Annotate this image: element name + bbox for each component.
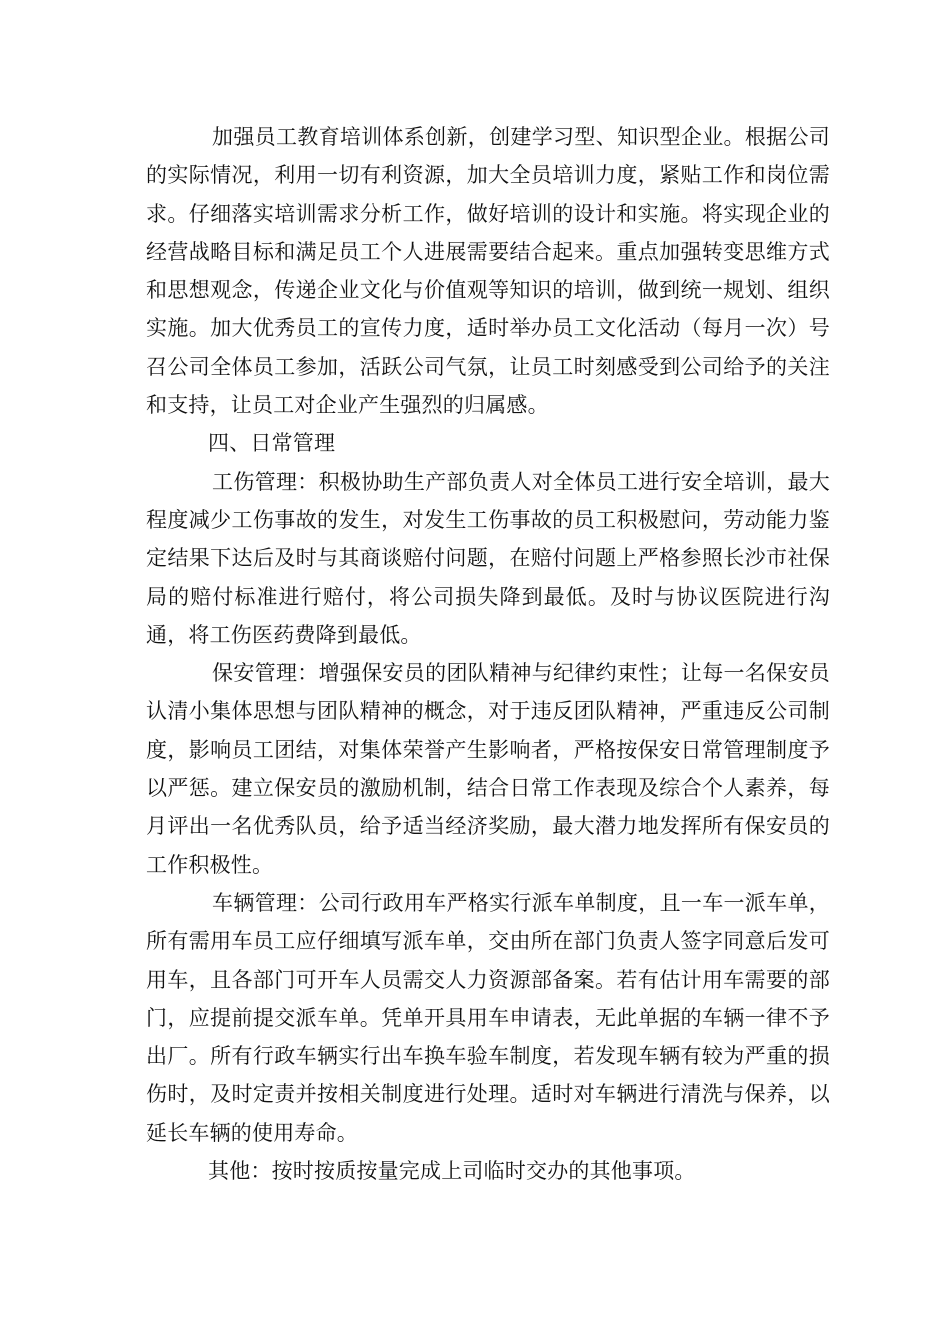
- paragraph-vehicle: 车辆管理：公司行政用车严格实行派车单制度，且一车一派车单，所有需用车员工应仔细填写派车单，交由所在部门负责人签字同意后发可用车，且各部门可开车人员需交人力资源部备案。若有估计用车需要的部门，应提前提交派车单。凭单开具用车申请表，无此单据的车辆一律不予出厂。所有行政车辆实行出车换车验车制度，若发现车辆有较为严重的损伤时，及时定责并按相关制度进行处理。适时对车辆进行清洗与保养，以延长车辆的使用寿命。: [146, 890, 830, 1145]
- paragraph-security: 保安管理：增强保安员的团队精神与纪律约束性；让每一名保安员认清小集体思想与团队精神的概念，对于违反团队精神，严重违反公司制度，影响员工团结，对集体荣誉产生影响者，严格按保安日常管理制度予以严惩。建立保安员的激励机制，结合日常工作表现及综合个人素养，每月评出一名优秀队员，给予适当经济奖励，最大潜力地发挥所有保安员的工作积极性。: [146, 661, 830, 877]
- document-body: [146, 118, 830, 1190]
- paragraph-work-injury: 工伤管理：积极协助生产部负责人对全体员工进行安全培训，最大程度减少工伤事故的发生，对发生工伤事故的员工积极慰问，劳动能力鉴定结果下达后及时与其商谈赔付问题，在赔付问题上严格参照长沙市社保局的赔付标准进行赔付，将公司损失降到最低。及时与协议医院进行沟通，将工伤医药费降到最低。: [146, 469, 830, 647]
- section-heading-daily-management: 四、日常管理: [208, 431, 336, 456]
- paragraph-other: 其他：按时按质按量完成上司临时交办的其他事项。: [208, 1159, 696, 1184]
- paragraph-training: 加强员工教育培训体系创新，创建学习型、知识型企业。根据公司的实际情况，利用一切有利资源，加大全员培训力度，紧贴工作和岗位需求。仔细落实培训需求分析工作，做好培训的设计和实施。将实现企业的经营战略目标和满足员工个人进展需要结合起来。重点加强转变思维方式和思想观念，传递企业文化与价值观等知识的培训，做到统一规划、组织实施。加大优秀员工的宣传力度，适时举办员工文化活动（每月一次）号召公司全体员工参加，活跃公司气氛，让员工时刻感受到公司给予的关注和支持，让员工对企业产生强烈的归属感。: [146, 125, 830, 418]
